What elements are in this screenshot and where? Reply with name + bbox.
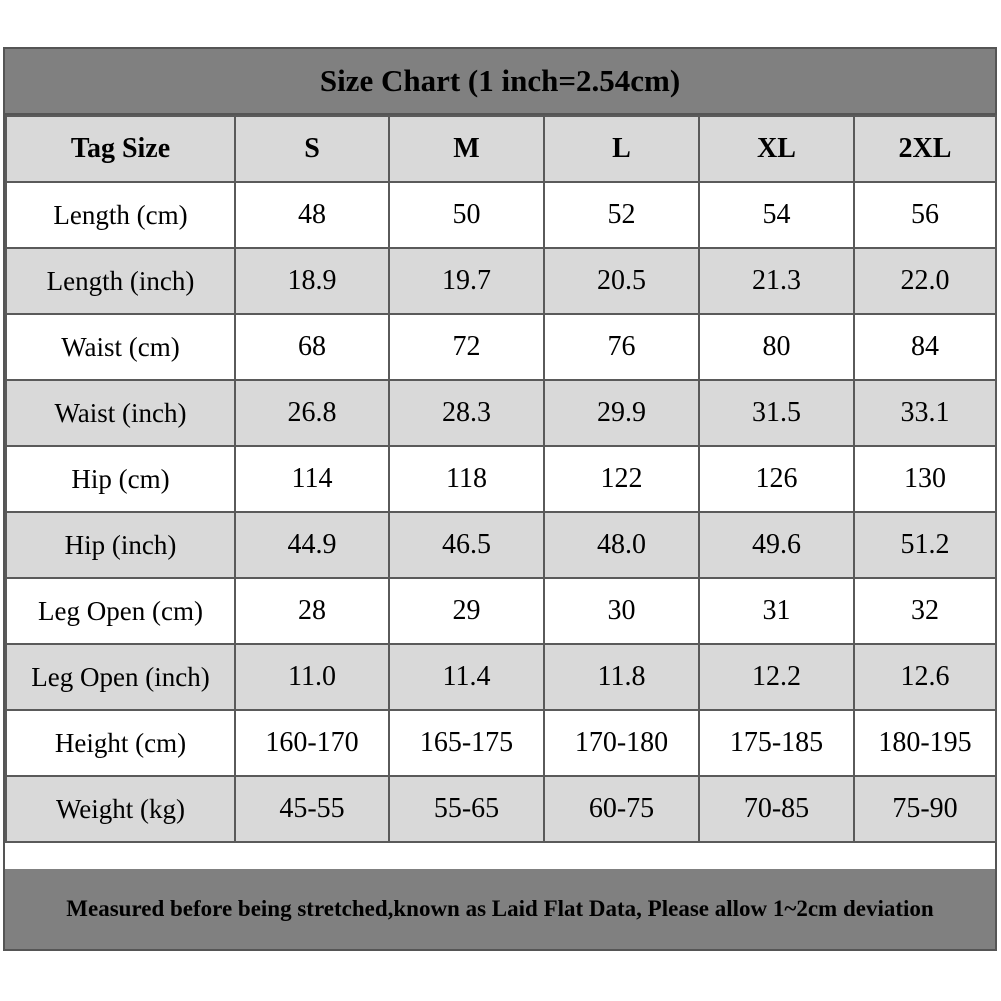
table-cell: 32 — [854, 578, 996, 644]
table-cell: 72 — [389, 314, 544, 380]
table-cell: 28.3 — [389, 380, 544, 446]
table-cell: 29 — [389, 578, 544, 644]
header-cell-l: L — [544, 116, 699, 182]
table-row — [6, 248, 996, 314]
row-label: Hip (cm) — [6, 446, 235, 512]
table-cell: 33.1 — [854, 380, 996, 446]
table-cell: 20.5 — [544, 248, 699, 314]
table-row — [6, 578, 996, 644]
table-cell: 160-170 — [235, 710, 389, 776]
row-label: Weight (kg) — [6, 776, 235, 842]
table-row — [6, 512, 996, 578]
header-cell-2xl: 2XL — [854, 116, 996, 182]
table-cell: 122 — [544, 446, 699, 512]
table-cell: 48 — [235, 182, 389, 248]
table-cell: 75-90 — [854, 776, 996, 842]
table-row — [6, 380, 996, 446]
row-label: Height (cm) — [6, 710, 235, 776]
header-cell-s: S — [235, 116, 389, 182]
table-cell: 46.5 — [389, 512, 544, 578]
table-cell: 29.9 — [544, 380, 699, 446]
row-label: Hip (inch) — [6, 512, 235, 578]
table-cell: 11.8 — [544, 644, 699, 710]
table-cell: 118 — [389, 446, 544, 512]
table-cell: 18.9 — [235, 248, 389, 314]
chart-title: Size Chart (1 inch=2.54cm) — [5, 49, 995, 115]
header-cell-tag-size: Tag Size — [6, 116, 235, 182]
size-chart — [3, 47, 997, 951]
table-cell: 76 — [544, 314, 699, 380]
table-cell: 12.6 — [854, 644, 996, 710]
footer-note: Measured before being stretched,known as Laid Flat Data, Please allow 1~2cm deviation — [5, 869, 995, 949]
table-cell: 130 — [854, 446, 996, 512]
table-cell: 44.9 — [235, 512, 389, 578]
table-cell: 175-185 — [699, 710, 854, 776]
table-cell: 126 — [699, 446, 854, 512]
table-cell: 68 — [235, 314, 389, 380]
table-cell: 19.7 — [389, 248, 544, 314]
table-cell: 70-85 — [699, 776, 854, 842]
table-cell: 114 — [235, 446, 389, 512]
table-cell: 30 — [544, 578, 699, 644]
table-cell: 21.3 — [699, 248, 854, 314]
table-cell: 11.4 — [389, 644, 544, 710]
row-label: Length (inch) — [6, 248, 235, 314]
table-cell: 31.5 — [699, 380, 854, 446]
table-cell: 26.8 — [235, 380, 389, 446]
table-cell: 54 — [699, 182, 854, 248]
row-label: Length (cm) — [6, 182, 235, 248]
table-cell: 49.6 — [699, 512, 854, 578]
table-cell: 12.2 — [699, 644, 854, 710]
table-row — [6, 182, 996, 248]
row-label: Waist (inch) — [6, 380, 235, 446]
row-label: Leg Open (inch) — [6, 644, 235, 710]
table-cell: 51.2 — [854, 512, 996, 578]
table-row — [6, 446, 996, 512]
table-row — [6, 644, 996, 710]
header-cell-xl: XL — [699, 116, 854, 182]
table-cell: 28 — [235, 578, 389, 644]
table-cell: 80 — [699, 314, 854, 380]
size-table — [5, 115, 997, 843]
table-row — [6, 710, 996, 776]
table-cell: 170-180 — [544, 710, 699, 776]
table-cell: 50 — [389, 182, 544, 248]
table-cell: 60-75 — [544, 776, 699, 842]
table-cell: 55-65 — [389, 776, 544, 842]
row-label: Leg Open (cm) — [6, 578, 235, 644]
header-row — [6, 116, 996, 182]
row-label: Waist (cm) — [6, 314, 235, 380]
table-cell: 22.0 — [854, 248, 996, 314]
table-cell: 180-195 — [854, 710, 996, 776]
table-cell: 84 — [854, 314, 996, 380]
table-cell: 31 — [699, 578, 854, 644]
table-cell: 52 — [544, 182, 699, 248]
table-row — [6, 314, 996, 380]
table-cell: 56 — [854, 182, 996, 248]
table-cell: 11.0 — [235, 644, 389, 710]
table-cell: 45-55 — [235, 776, 389, 842]
table-row — [6, 776, 996, 842]
table-cell: 48.0 — [544, 512, 699, 578]
table-cell: 165-175 — [389, 710, 544, 776]
header-cell-m: M — [389, 116, 544, 182]
